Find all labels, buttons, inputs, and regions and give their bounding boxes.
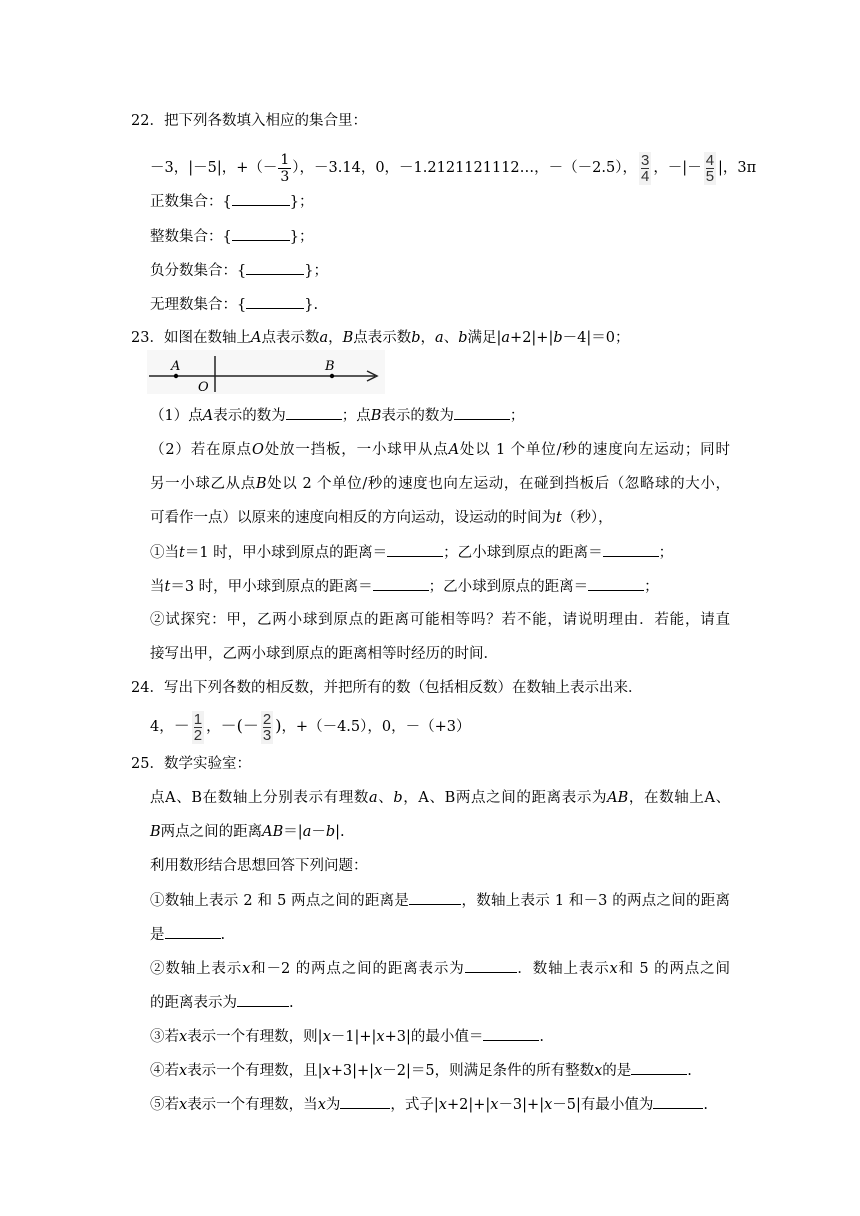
q24-numbers: 4，－ $\frac{1}{2}$ ，－(－ $\frac{2}{3}$ )，+（－4.5），0，－（+3） (150, 710, 471, 744)
answer-blank[interactable] (465, 958, 517, 973)
q23-part2-line2: 另一小球乙从点B处以 2 个单位/秒的速度也向左运动，在碰到挡板后（忽略球的大小， (150, 476, 731, 492)
q25-item1-line2: 是 . (150, 924, 225, 945)
answer-blank[interactable] (237, 992, 289, 1007)
answer-blank[interactable] (631, 1060, 687, 1075)
q22-set-irrational: 无理数集合：{ }. (150, 294, 318, 315)
q25-item2-line2: 的距离表示为 . (150, 992, 294, 1013)
point-a (174, 374, 178, 378)
answer-blank[interactable] (165, 924, 221, 939)
q23-part1: （1）点A表示的数为 ；点B表示的数为 ； (150, 405, 524, 426)
answer-blank[interactable] (454, 405, 510, 420)
q23-part2-line1: （2）若在原点O处放一挡板，一小球甲从点A处以 1 个单位/秒的速度向左运动；同时 (150, 442, 730, 458)
q22-numbers: －3，|－5|，+（－ $\frac{1}{3}$ ），－3.14，0，－1.2121121112…，－（－2.5）， $\frac{3}{4}$ ，－|－ $\frac{4}{5}$ |，3π (150, 151, 757, 185)
answer-blank[interactable] (409, 890, 461, 905)
q22-set-positive: 正数集合：{ }； (150, 191, 313, 212)
fraction-four-fifths: $\frac{4}{5}$ (705, 151, 715, 185)
answer-blank[interactable] (246, 260, 304, 275)
answer-blank[interactable] (603, 542, 659, 557)
q23-sub1: ①当t＝1 时，甲小球到原点的距离＝ ；乙小球到原点的距离＝ ； (150, 542, 673, 563)
q22-set-negative-fraction: 负分数集合：{ }； (150, 260, 328, 281)
fraction-two-thirds: $\frac{2}{3}$ (262, 710, 272, 744)
figure-background (147, 350, 385, 394)
q25-item4: ④若x表示一个有理数，且|x+3|+|x－2|＝5，则满足条件的所有整数x的是 . (150, 1060, 692, 1081)
q23-sub2-line2: 接写出甲，乙两小球到原点的距离相等时经历的时间． (150, 646, 498, 662)
label-b: B (325, 359, 335, 374)
fraction-three-quarters: $\frac{3}{4}$ (640, 151, 650, 185)
answer-blank[interactable] (340, 1094, 390, 1109)
q22-title: 22．把下列各数填入相应的集合里： (131, 113, 367, 129)
q23-sub1b: 当t＝3 时，甲小球到原点的距离＝ ；乙小球到原点的距离＝ ； (150, 576, 659, 597)
q24-title: 24．写出下列各数的相反数，并把所有的数（包括相反数）在数轴上表示出来． (131, 680, 643, 696)
label-a: A (171, 359, 181, 374)
answer-blank[interactable] (373, 576, 429, 591)
q25-item2-line1: ②数轴上表示x和－2 的两点之间的距离表示为 ．数轴上表示x和 5 的两点之间 (150, 958, 730, 979)
fraction-one-half: $\frac{1}{2}$ (193, 710, 203, 744)
answer-blank[interactable] (588, 576, 644, 591)
q25-intro-line2: B两点之间的距离AB＝|a－b|. (150, 824, 345, 840)
q25-item1-line1: ①数轴上表示 2 和 5 两点之间的距离是 ，数轴上表示 1 和－3 的两点之间的距离 (150, 890, 730, 911)
answer-blank[interactable] (246, 294, 304, 309)
q23-sub2-line1: ②试探究：甲，乙两小球到原点的距离可能相等吗？若不能，请说明理由．若能，请直 (150, 612, 731, 628)
q25-title: 25．数学实验室： (131, 756, 251, 772)
label-o: O (198, 380, 209, 394)
q25-instruction: 利用数形结合思想回答下列问题： (150, 858, 368, 874)
number-line-figure (147, 350, 385, 394)
q23-part2-line3: 可看作一点）以原来的速度向相反的方向运动，设运动的时间为t（秒）， (150, 510, 613, 526)
answer-blank[interactable] (232, 226, 290, 241)
q25-intro-line1: 点A、B在数轴上分别表示有理数a、b，A、B两点之间的距离表示为AB，在数轴上A、 (150, 790, 731, 806)
answer-blank[interactable] (483, 1026, 539, 1041)
q23-title: 23．如图在数轴上A点表示数a，B点表示数b，a、b满足|a+2|+|b－4|＝0； (131, 330, 630, 346)
point-b (330, 374, 334, 378)
answer-blank[interactable] (653, 1094, 703, 1109)
answer-blank[interactable] (286, 405, 342, 420)
q25-item3: ③若x表示一个有理数，则|x－1|+|x+3|的最小值＝ . (150, 1026, 544, 1047)
answer-blank[interactable] (387, 542, 443, 557)
answer-blank[interactable] (232, 191, 290, 206)
q25-item5: ⑤若x表示一个有理数，当x为 ，式子|x+2|+|x－3|+|x－5|有最小值为 . (150, 1094, 708, 1115)
fraction-one-third: $\frac{1}{3}$ (280, 151, 290, 185)
q22-set-integer: 整数集合：{ }； (150, 226, 313, 247)
